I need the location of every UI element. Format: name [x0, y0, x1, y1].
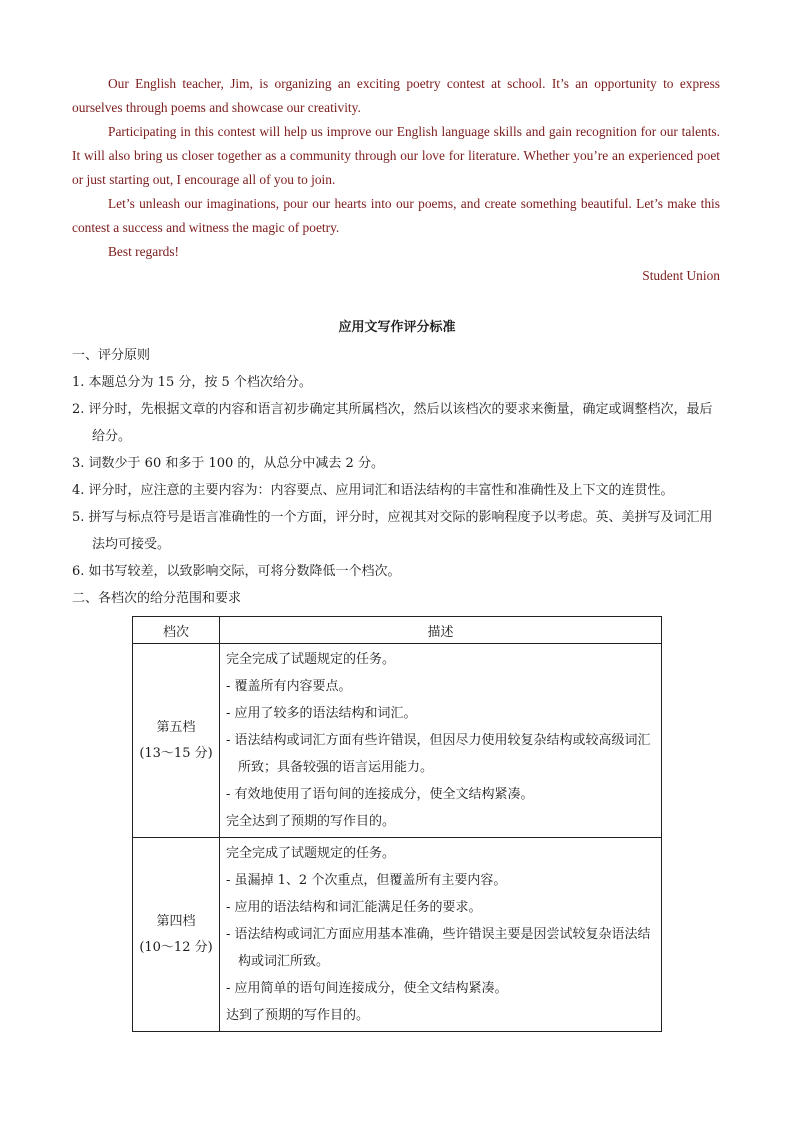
- section-heading-levels: 二、各档次的给分范围和要求: [72, 591, 242, 606]
- level-range: (10～12 分): [139, 939, 213, 955]
- letter-signature: Student Union: [642, 268, 720, 283]
- table-header-row: [133, 617, 662, 644]
- rubric-section: [72, 314, 722, 612]
- header-level: 档次: [133, 617, 220, 644]
- rule-item: 4. 评分时，应注意的主要内容为：内容要点、应用词汇和语法结构的丰富性和准确性及上下文的连贯性。: [72, 483, 674, 498]
- section-heading-principles: 一、评分原则: [72, 348, 151, 363]
- level-name: 第五档: [156, 719, 196, 735]
- description-line: - 应用了较多的语法结构和词汇。: [226, 706, 417, 721]
- letter-body: [72, 72, 720, 288]
- letter-closing: Best regards!: [108, 244, 180, 259]
- description-line: 达到了预期的写作目的。: [226, 1008, 370, 1023]
- description-line: - 覆盖所有内容要点。: [226, 679, 352, 694]
- description-line: - 虽漏掉 1、2 个次重点，但覆盖所有主要内容。: [226, 873, 507, 888]
- description-line: - 有效地使用了语句间的连接成分，使全文结构紧凑。: [226, 787, 534, 802]
- letter-paragraph: Participating in this contest will help us improve our English language skills and gain recognition for our talents. It will also bring us closer together as a community through our love for literature. Whether you’re an experienced poet or just starting out, I encourage all of you to join.: [72, 124, 720, 187]
- description-line: - 语法结构或词汇方面应用基本准确，些许错误主要是因尝试较复杂语法结构或词汇所致。: [226, 927, 651, 969]
- rule-item: 5. 拼写与标点符号是语言准确性的一个方面，评分时，应视其对交际的影响程度予以考虑。英、美拼写及词汇用法均可接受。: [72, 510, 713, 552]
- description-line: - 应用简单的语句间连接成分，使全文结构紧凑。: [226, 981, 508, 996]
- description-line: 完全完成了试题规定的任务。: [226, 652, 396, 667]
- level-name: 第四档: [156, 913, 196, 929]
- rule-item: 2. 评分时，先根据文章的内容和语言初步确定其所属档次，然后以该档次的要求来衡量，确定或调整档次，最后给分。: [72, 402, 713, 444]
- description-line: - 应用的语法结构和词汇能满足任务的要求。: [226, 900, 482, 915]
- table-row: [133, 644, 662, 838]
- letter-paragraph: Let’s unleash our imaginations, pour our hearts into our poems, and create something beautiful. Let’s make this contest a success and witness the magic of poetry.: [72, 196, 720, 235]
- rule-item: 6. 如书写较差，以致影响交际，可将分数降低一个档次。: [72, 564, 401, 579]
- letter-paragraph: Our English teacher, Jim, is organizing an exciting poetry contest at school. It’s an opportunity to express ourselves through poems and showcase our creativity.: [72, 76, 720, 115]
- level-cell: [133, 838, 220, 1032]
- description-line: - 语法结构或词汇方面有些许错误，但因尽力使用较复杂结构或较高级词汇所致；具备较强的语言运用能力。: [226, 733, 651, 775]
- header-description: 描述: [220, 617, 662, 644]
- grading-table: [132, 616, 662, 1032]
- description-cell: [220, 644, 662, 838]
- level-range: (13～15 分): [139, 745, 213, 761]
- description-line: 完全完成了试题规定的任务。: [226, 846, 396, 861]
- rule-item: 1. 本题总分为 15 分，按 5 个档次给分。: [72, 375, 312, 390]
- description-cell: [220, 838, 662, 1032]
- table-row: [133, 838, 662, 1032]
- level-cell: [133, 644, 220, 838]
- description-line: 完全达到了预期的写作目的。: [226, 814, 396, 829]
- rubric-title: 应用文写作评分标准: [338, 320, 456, 335]
- rule-item: 3. 词数少于 60 和多于 100 的，从总分中减去 2 分。: [72, 456, 384, 471]
